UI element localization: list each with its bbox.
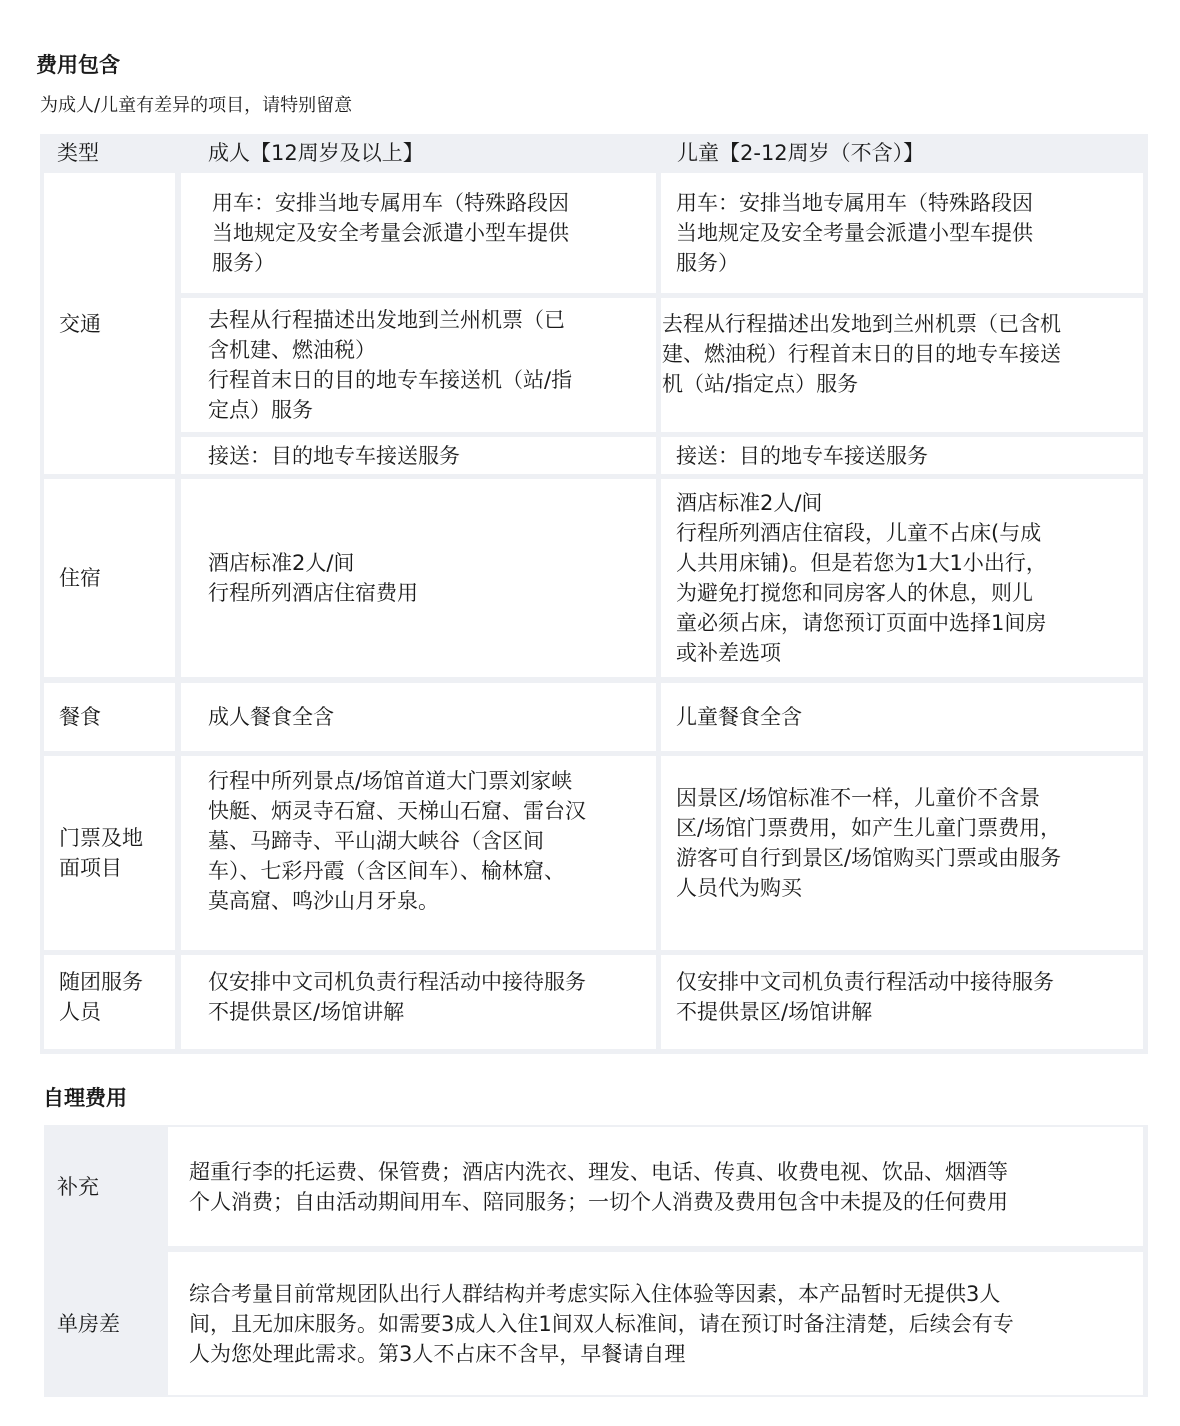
fees-included-title: 费用包含	[36, 53, 120, 77]
child-transport-car	[661, 173, 1143, 293]
row-label-text: 餐食	[59, 705, 101, 729]
cell-text: 超重行李的托运费、保管费；酒店内洗衣、理发、电话、传真、收费电视、饮品、烟酒等 个人消费；自由活动期间用车、陪同服务；一切个人消费及费用包含中未提及的任何费用	[189, 1159, 1008, 1214]
row-label-text: 单房差	[57, 1311, 120, 1336]
row-label-single-room	[44, 1250, 146, 1397]
child-transport-ticket	[661, 298, 1143, 432]
cell-text: 儿童餐食全含	[676, 705, 802, 729]
cell-text: 接送：目的地专车接送服务	[208, 443, 460, 468]
fees-included-subtitle: 为成人/儿童有差异的项目，请特别留意	[40, 95, 353, 116]
child-tickets	[661, 756, 1143, 950]
row-label-staff	[44, 955, 175, 1049]
header-adult: 成人【12周岁及以上】	[208, 141, 424, 165]
cell-text: 去程从行程描述出发地到兰州机票（已 含机建、燃油税） 行程首末日的目的地专车接送机（站/指 定点）服务	[208, 308, 573, 422]
cell-text: 综合考量目前常规团队出行人群结构并考虑实际入住体验等因素，本产品暂时无提供3人 间，且无加床服务。如需要3成人入住1间双人标准间，请在预订时备注清楚，后续会有专 人为您处理此需求。第3人不占床不含早，早餐请自理	[189, 1281, 1014, 1366]
row-label-transport	[44, 173, 175, 474]
cell-text: 用车：安排当地专属用车（特殊路段因 当地规定及安全考量会派遣小型车提供 服务）	[676, 191, 1033, 275]
row-label-text: 住宿	[59, 566, 101, 590]
cell-text: 酒店标准2人/间 行程所列酒店住宿段，儿童不占床(与成 人共用床铺)。但是若您为1大1小出行， 为避免打搅您和同房客人的休息，则儿 童必须占床，请您预订页面中选择1间房 或补差选项	[676, 491, 1047, 665]
row-label-text: 随团服务 人员	[59, 970, 143, 1024]
row-label-text: 补充	[57, 1174, 99, 1199]
header-type: 类型	[57, 141, 99, 165]
cell-text: 仅安排中文司机负责行程活动中接待服务 不提供景区/场馆讲解	[676, 970, 1054, 1024]
extra-fees-text	[168, 1127, 1143, 1246]
row-label-meals	[44, 683, 175, 751]
cell-text: 去程从行程描述出发地到兰州机票（已含机 建、燃油税）行程首末日的目的地专车接送 机（站/指定点）服务	[662, 312, 1061, 396]
adult-tickets	[181, 756, 656, 950]
child-staff	[661, 955, 1143, 1049]
row-label-text: 交通	[59, 311, 101, 336]
adult-meals	[181, 683, 656, 751]
adult-staff	[181, 955, 656, 1049]
row-label-tickets	[44, 756, 175, 950]
cell-text: 用车：安排当地专属用车（特殊路段因 当地规定及安全考量会派遣小型车提供 服务）	[212, 191, 569, 275]
self-paid-title: 自理费用	[43, 1086, 127, 1110]
adult-transport-ticket	[181, 298, 656, 432]
adult-transport-transfer	[181, 437, 656, 474]
cell-text: 仅安排中文司机负责行程活动中接待服务 不提供景区/场馆讲解	[208, 970, 586, 1024]
child-lodging	[661, 479, 1143, 677]
row-label-text: 门票及地 面项目	[59, 826, 143, 880]
adult-lodging	[181, 479, 656, 677]
cell-text: 成人餐食全含	[208, 705, 334, 729]
child-meals	[661, 683, 1143, 751]
header-child: 儿童【2-12周岁（不含）】	[677, 141, 925, 165]
cell-text: 因景区/场馆标准不一样，儿童价不含景 区/场馆门票费用，如产生儿童门票费用， 游客可自行到景区/场馆购买门票或由服务 人员代为购买	[676, 786, 1062, 900]
cell-text: 接送：目的地专车接送服务	[676, 443, 928, 468]
row-label-extra	[44, 1125, 146, 1248]
child-transport-transfer	[661, 437, 1143, 474]
cell-text: 行程中所列景点/场馆首道大门票刘家峡 快艇、炳灵寺石窟、天梯山石窟、雷台汉 墓、马蹄寺、平山湖大峡谷（含区间 车）、七彩丹霞（含区间车）、榆林窟、 莫高窟、鸣沙山月牙泉。	[208, 769, 586, 913]
adult-transport-car	[181, 173, 656, 293]
single-room-text	[168, 1252, 1143, 1395]
cell-text: 酒店标准2人/间 行程所列酒店住宿费用	[208, 551, 418, 605]
row-label-lodging	[44, 479, 175, 677]
